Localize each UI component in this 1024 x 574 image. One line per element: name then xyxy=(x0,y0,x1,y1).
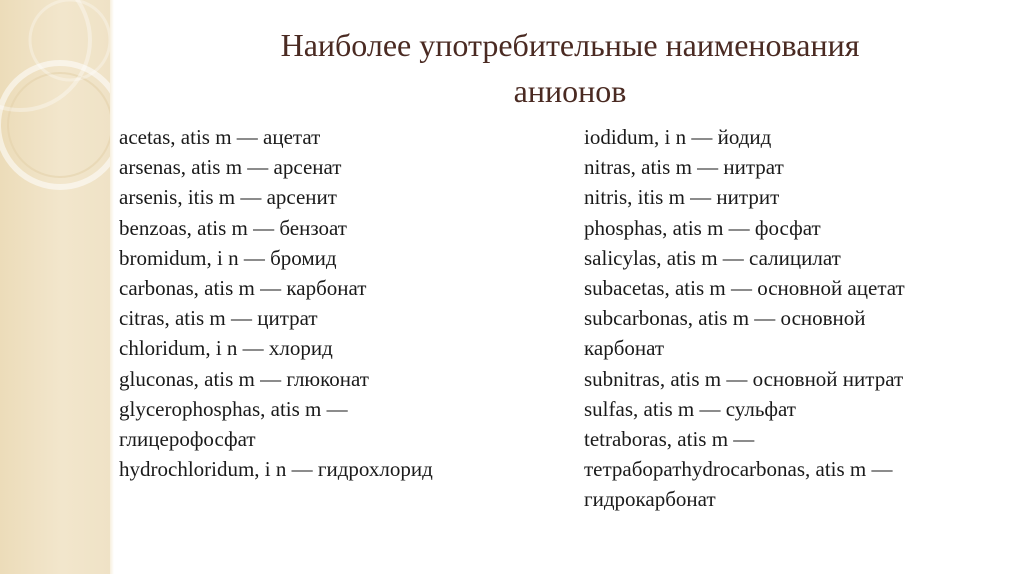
list-item: tetraboras, atis m — xyxy=(584,427,755,452)
list-item: тетраборатhydrocarbonas, atis m — xyxy=(584,457,893,482)
list-item: citras, atis m — цитрат xyxy=(119,306,318,331)
list-item: nitris, itis m — нитрит xyxy=(584,185,780,210)
list-item: карбонат xyxy=(584,336,665,361)
list-item: benzoas, atis m — бензоат xyxy=(119,215,347,240)
title-line-1: Наиболее употребительные наименования xyxy=(280,27,860,63)
list-item: sulfas, atis m — сульфат xyxy=(584,396,796,421)
list-item: arsenas, atis m — арсенат xyxy=(119,155,342,180)
list-item: subacetas, atis m — основной ацетат xyxy=(584,276,905,301)
list-item: subnitras, atis m — основной нитрат xyxy=(584,366,904,391)
title-line-2: анионов xyxy=(513,73,627,109)
right-term-list xyxy=(584,122,1004,515)
list-item: phosphas, atis m — фосфат xyxy=(584,215,821,240)
band-edge xyxy=(110,0,114,574)
slide-title xyxy=(130,22,1010,114)
list-item: iodidum, i n — йодид xyxy=(584,125,772,149)
list-item: chloridum, i n — хлорид xyxy=(119,336,333,361)
list-item: глицерофосфат xyxy=(119,427,256,452)
list-item: subcarbonas, atis m — основной xyxy=(584,306,866,331)
decorative-rings-icon xyxy=(0,0,112,574)
list-item: salicylas, atis m — салицилат xyxy=(584,245,841,270)
left-term-list xyxy=(119,122,559,484)
list-item: hydrochloridum, i n — гидрохлорид xyxy=(119,457,433,482)
list-item: arsenis, itis m — арсенит xyxy=(119,185,337,210)
list-item: гидрокарбонат xyxy=(584,487,716,512)
list-item: glycerophosphas, atis m — xyxy=(119,396,348,421)
list-item: nitras, atis m — нитрат xyxy=(584,155,784,180)
list-item: gluconas, atis m — глюконат xyxy=(119,366,369,391)
list-item: acetas, atis m — ацетат xyxy=(119,125,321,149)
decorative-side-band xyxy=(0,0,112,574)
list-item: carbonas, atis m — карбонат xyxy=(119,276,367,301)
list-item: bromidum, i n — бромид xyxy=(119,245,337,270)
